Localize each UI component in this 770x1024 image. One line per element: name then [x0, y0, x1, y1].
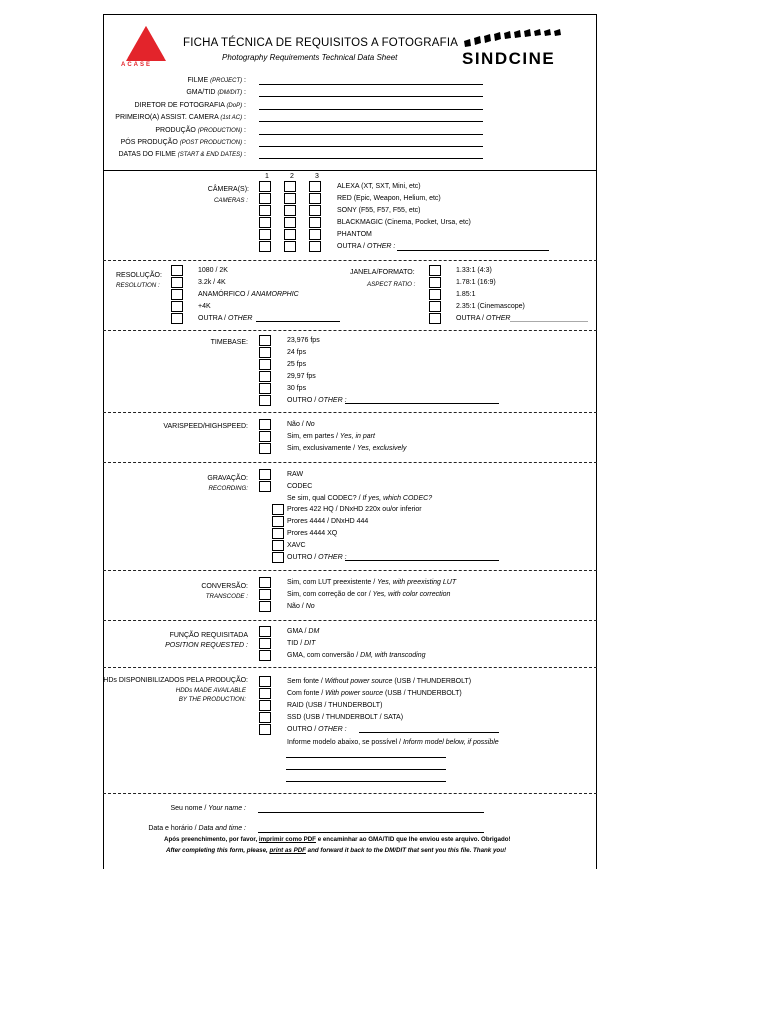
aspect-checkbox[interactable]	[429, 301, 441, 312]
codec-checkbox[interactable]	[272, 552, 284, 563]
hdd-checkbox[interactable]	[259, 676, 271, 687]
position-option: GMA, com conversão / DM, with transcoding	[287, 652, 426, 659]
resolution-checkbox[interactable]	[171, 313, 183, 324]
camera-3-checkbox[interactable]	[309, 217, 321, 228]
timebase-checkbox[interactable]	[259, 371, 271, 382]
footer-pt: Após preenchimento, por favor, imprimir como PDF e encaminhar ao GMA/TID que lhe enviou este arquivo. Obrigado!	[164, 836, 511, 843]
codec-option: Prores 4444 XQ	[287, 530, 338, 537]
header-divider	[103, 170, 597, 171]
camera-1-checkbox[interactable]	[259, 229, 271, 240]
recording-option: CODEC	[287, 483, 313, 490]
divider-2	[103, 330, 597, 331]
camera-option: SONY (F55, F57, F55, etc)	[337, 207, 421, 214]
aspect-other-line	[510, 321, 588, 322]
hdd-checkbox[interactable]	[259, 724, 271, 735]
divider-7	[103, 667, 597, 668]
resolution-option: +4K	[198, 303, 211, 310]
hdds-other-line	[359, 732, 499, 733]
sindcine-logo: SINDCINE	[462, 49, 556, 68]
camera-column-3: 3	[315, 173, 319, 180]
varispeed-option: Não / No	[287, 421, 315, 428]
timebase-checkbox[interactable]	[259, 383, 271, 394]
aspect-checkbox[interactable]	[429, 313, 441, 324]
aspect-option: 1.85:1	[456, 291, 476, 298]
divider-8	[103, 793, 597, 794]
info-field-label: DATAS DO FILME (START & END DATES) :	[118, 151, 246, 159]
codec-option: XAVC	[287, 542, 306, 549]
resolution-option: 3.2k / 4K	[198, 279, 226, 286]
logo-text: ACASE	[121, 62, 153, 68]
camera-1-checkbox[interactable]	[259, 241, 271, 252]
divider-5	[103, 570, 597, 571]
transcode-label: CONVERSÃO:	[201, 583, 248, 590]
info-field-line[interactable]	[259, 109, 483, 110]
hdd-checkbox[interactable]	[259, 688, 271, 699]
camera-option: RED (Epic, Weapon, Helium, etc)	[337, 195, 441, 202]
codec-option: OUTRO / OTHER :	[287, 554, 347, 561]
aspect-option: OUTRA / OTHER	[456, 315, 511, 322]
camera-2-checkbox[interactable]	[284, 229, 296, 240]
hdds-label-en-1: HDDs MADE AVAILABLE	[175, 687, 246, 694]
model-line-3[interactable]	[286, 781, 446, 782]
position-checkbox[interactable]	[259, 650, 271, 661]
aspect-option: 1.78:1 (16:9)	[456, 279, 496, 286]
codec-other-line	[345, 560, 499, 561]
aspect-checkbox[interactable]	[429, 289, 441, 300]
camera-2-checkbox[interactable]	[284, 205, 296, 216]
varispeed-label: VARISPEED/HIGHSPEED:	[163, 423, 248, 430]
divider-6	[103, 620, 597, 621]
aspect-option: 1.33:1 (4:3)	[456, 267, 492, 274]
camera-1-checkbox[interactable]	[259, 205, 271, 216]
camera-2-checkbox[interactable]	[284, 193, 296, 204]
camera-1-checkbox[interactable]	[259, 217, 271, 228]
resolution-checkbox[interactable]	[171, 301, 183, 312]
timebase-option: 29,97 fps	[287, 373, 316, 380]
info-field-line[interactable]	[259, 158, 483, 159]
info-field-label: PÓS PRODUÇÃO (POST PRODUCTION) :	[120, 139, 246, 146]
timebase-checkbox[interactable]	[259, 359, 271, 370]
varispeed-option: Sim, em partes / Yes, in part	[287, 433, 375, 440]
transcode-option: Não / No	[287, 603, 315, 610]
info-field-line[interactable]	[259, 84, 483, 85]
position-option: GMA / DM	[287, 628, 320, 635]
aspect-label-en: ASPECT RATIO :	[367, 281, 416, 288]
camera-column-1: 1	[265, 173, 269, 180]
hdd-checkbox[interactable]	[259, 712, 271, 723]
info-field-label: FILME (PROJECT) :	[187, 77, 246, 84]
camera-option: OUTRA / OTHER :	[337, 243, 396, 250]
camera-3-checkbox[interactable]	[309, 205, 321, 216]
recording-label-en: RECORDING:	[208, 485, 248, 492]
camera-1-checkbox[interactable]	[259, 181, 271, 192]
aspect-checkbox[interactable]	[429, 265, 441, 276]
timebase-option: 23,976 fps	[287, 337, 320, 344]
info-field-line[interactable]	[259, 96, 483, 97]
camera-other-line	[397, 250, 549, 251]
transcode-checkbox[interactable]	[259, 577, 271, 588]
transcode-checkbox[interactable]	[259, 589, 271, 600]
timebase-checkbox[interactable]	[259, 395, 271, 406]
aspect-label: JANELA/FORMATO:	[350, 269, 415, 276]
camera-2-checkbox[interactable]	[284, 241, 296, 252]
model-line-1[interactable]	[286, 757, 446, 758]
hdds-label: HDs DISPONIBILIZADOS PELA PRODUÇÃO:	[103, 677, 248, 684]
info-field-line[interactable]	[259, 134, 483, 135]
codec-checkbox[interactable]	[272, 516, 284, 527]
hdds-inform: Informe modelo abaixo, se possível / Inform model below, if possible	[287, 739, 499, 746]
footer-en: After completing this form, please, print as PDF and forward it back to the DM/DIT that sent you this file. Thank you!	[166, 847, 507, 854]
position-label: FUNÇÃO REQUISITADA	[169, 632, 248, 639]
camera-1-checkbox[interactable]	[259, 193, 271, 204]
camera-2-checkbox[interactable]	[284, 181, 296, 192]
cameras-label-en: CAMERAS :	[213, 197, 248, 204]
timebase-option: 30 fps	[287, 385, 307, 392]
camera-option: ALEXA (XT, SXT, Mini, etc)	[337, 183, 421, 190]
varispeed-checkbox[interactable]	[259, 443, 271, 454]
camera-3-checkbox[interactable]	[309, 193, 321, 204]
resolution-other-line	[256, 321, 340, 322]
resolution-checkbox[interactable]	[171, 277, 183, 288]
info-field-line[interactable]	[259, 146, 483, 147]
info-field-label: DIRETOR DE FOTOGRAFIA (DoP) :	[134, 101, 246, 109]
timebase-option: 24 fps	[287, 349, 307, 356]
varispeed-option: Sim, exclusivamente / Yes, exclusively	[287, 445, 407, 452]
model-line-2[interactable]	[286, 769, 446, 770]
recording-checkbox[interactable]	[259, 469, 271, 480]
position-checkbox[interactable]	[259, 626, 271, 637]
timebase-other-line	[345, 403, 499, 404]
aspect-option: 2.35:1 (Cinemascope)	[456, 303, 525, 310]
form-subtitle: Photography Requirements Technical Data Sheet	[222, 53, 398, 62]
codec-checkbox[interactable]	[272, 504, 284, 515]
your-name-line[interactable]	[258, 812, 484, 813]
camera-option: PHANTOM	[337, 231, 372, 238]
timebase-option: 25 fps	[287, 361, 307, 368]
timebase-option: OUTRO / OTHER :	[287, 397, 347, 404]
info-field-line[interactable]	[259, 121, 483, 122]
camera-3-checkbox[interactable]	[309, 229, 321, 240]
transcode-option: Sim, com correção de cor / Yes, with color correction	[287, 591, 451, 598]
resolution-checkbox[interactable]	[171, 289, 183, 300]
date-time-label: Data e horário / Data and time :	[148, 825, 246, 832]
recording-option: RAW	[287, 471, 304, 478]
info-field-label: GMA/TID (DM/DIT) :	[186, 89, 246, 97]
codec-option: Prores 4444 / DNxHD 444	[287, 518, 369, 525]
varispeed-checkbox[interactable]	[259, 431, 271, 442]
position-checkbox[interactable]	[259, 638, 271, 649]
timebase-checkbox[interactable]	[259, 347, 271, 358]
clapperboard-icon	[464, 29, 564, 47]
codec-checkbox[interactable]	[272, 528, 284, 539]
position-option: TID / DIT	[287, 640, 316, 647]
recording-checkbox[interactable]	[259, 481, 271, 492]
camera-3-checkbox[interactable]	[309, 241, 321, 252]
timebase-label: TIMEBASE:	[210, 339, 248, 346]
info-field-label: PRIMEIRO(A) ASSIST. CAMERA (1st AC) :	[115, 114, 246, 122]
hdd-option: OUTRO / OTHER :	[287, 726, 347, 733]
resolution-label-en: RESOLUTION :	[116, 282, 160, 289]
your-name-label: Seu nome / Your name :	[170, 805, 246, 812]
transcode-checkbox[interactable]	[259, 601, 271, 612]
print-pdf-link-en[interactable]: print as PDF	[269, 847, 306, 854]
varispeed-checkbox[interactable]	[259, 419, 271, 430]
resolution-checkbox[interactable]	[171, 265, 183, 276]
hdd-option: Com fonte / With power source (USB / THUNDERBOLT)	[287, 690, 462, 697]
print-pdf-link-pt[interactable]: imprimir como PDF	[258, 836, 316, 843]
timebase-checkbox[interactable]	[259, 335, 271, 346]
divider-3	[103, 412, 597, 413]
transcode-label-en: TRANSCODE :	[205, 593, 248, 600]
codec-question: Se sim, qual CODEC? / If yes, which CODEC?	[287, 495, 433, 502]
divider-1	[103, 260, 597, 261]
info-field-label: PRODUÇÃO (PRODUCTION) :	[155, 126, 246, 134]
resolution-option: ANAMÓRFICO / ANAMORPHIC	[198, 291, 299, 298]
hdd-option: Sem fonte / Without power source (USB / THUNDERBOLT)	[287, 678, 472, 685]
camera-column-2: 2	[290, 173, 294, 180]
camera-2-checkbox[interactable]	[284, 217, 296, 228]
date-time-line[interactable]	[258, 832, 484, 833]
resolution-option: 1080 / 2K	[198, 267, 228, 274]
position-label-en: POSITION REQUESTED :	[165, 642, 248, 649]
codec-option: Prores 422 HQ / DNxHD 220x ou/or inferior	[287, 506, 422, 513]
form-title: FICHA TÉCNICA DE REQUISITOS A FOTOGRAFIA	[183, 37, 459, 49]
cameras-label: CÂMERA(S):	[207, 186, 249, 193]
hdd-option: RAID (USB / THUNDERBOLT)	[287, 702, 383, 709]
resolution-label: RESOLUÇÃO:	[116, 272, 162, 279]
hdd-option: SSD (USB / THUNDERBOLT / SATA)	[287, 714, 404, 721]
hdds-label-en-2: BY THE PRODUCTION:	[178, 696, 246, 703]
hdd-checkbox[interactable]	[259, 700, 271, 711]
transcode-option: Sim, com LUT preexistente / Yes, with preexisting LUT	[287, 579, 457, 586]
divider-4	[103, 462, 597, 463]
camera-option: BLACKMAGIC (Cinema, Pocket, Ursa, etc)	[337, 219, 471, 226]
camera-3-checkbox[interactable]	[309, 181, 321, 192]
aspect-checkbox[interactable]	[429, 277, 441, 288]
codec-checkbox[interactable]	[272, 540, 284, 551]
recording-label: GRAVAÇÃO:	[207, 475, 248, 482]
resolution-option: OUTRA / OTHER	[198, 315, 253, 322]
